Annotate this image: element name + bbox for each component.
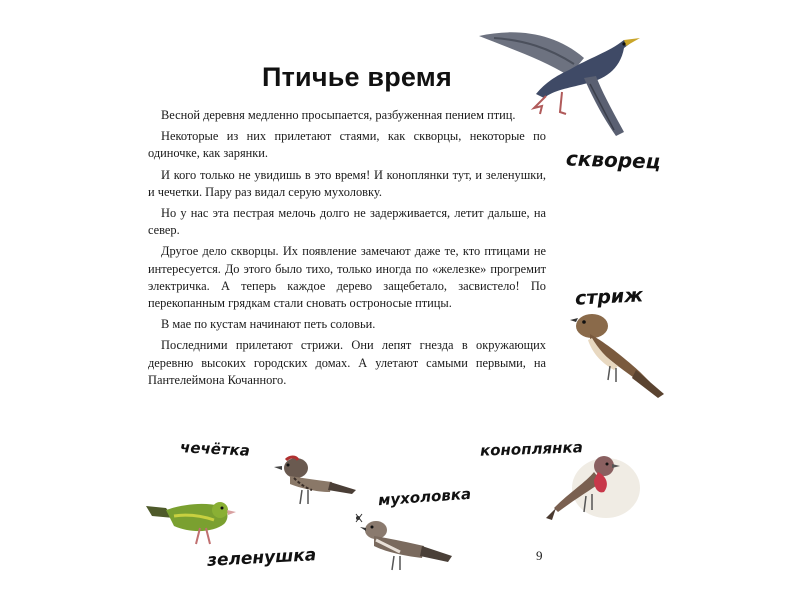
redpoll-illustration xyxy=(272,452,357,512)
paragraph: В мае по кустам начинают петь соловьи. xyxy=(161,317,376,332)
paragraph: Весной деревня медленно просыпается, разбуженная пением птиц. xyxy=(161,108,516,122)
label-greenfinch: зеленушка xyxy=(206,545,317,571)
label-linnet: коноплянка xyxy=(479,438,584,460)
linnet-illustration xyxy=(546,448,641,526)
page-number: 9 xyxy=(536,548,543,563)
swift-illustration xyxy=(570,308,665,403)
label-redpoll: чечётка xyxy=(179,438,251,460)
label-flycatcher: мухоловка xyxy=(377,484,472,510)
page-title: Птичье время xyxy=(262,62,452,92)
flycatcher-illustration xyxy=(354,512,454,574)
paragraph: И кого только не увидишь в это время! И коноплянки тут, и зеленушки, и чечетки. Пару раз видал серую мухоловку. xyxy=(148,167,546,199)
starling-illustration xyxy=(474,18,644,143)
label-starling: скворец xyxy=(565,146,661,174)
paragraph: Но у нас эта пестрая мелочь долго не задерживается, летит дальше, на север. xyxy=(148,206,546,238)
paragraph: Некоторые из них прилетают стаями, как скворцы, некоторые по одиночке, как зарянки. xyxy=(148,129,546,161)
paragraph: Другое дело скворцы. Их появление замечают даже те, кто птицами не интересуется. До этого было тихо, только иногда по «железке» прогремит электричка. А теперь каждое дерево защебетало, засвистело! По перекопанным грядкам стали сновать остроносые птицы. xyxy=(148,244,546,311)
paragraph: Последними прилетают стрижи. Они лепят гнезда в окружающих деревню высоких городских домах. А улетают самыми первыми, на Пантелеймона Кочанного. xyxy=(148,338,546,387)
label-swift: стриж xyxy=(574,284,644,310)
greenfinch-illustration xyxy=(144,494,239,554)
story-text xyxy=(148,107,546,393)
